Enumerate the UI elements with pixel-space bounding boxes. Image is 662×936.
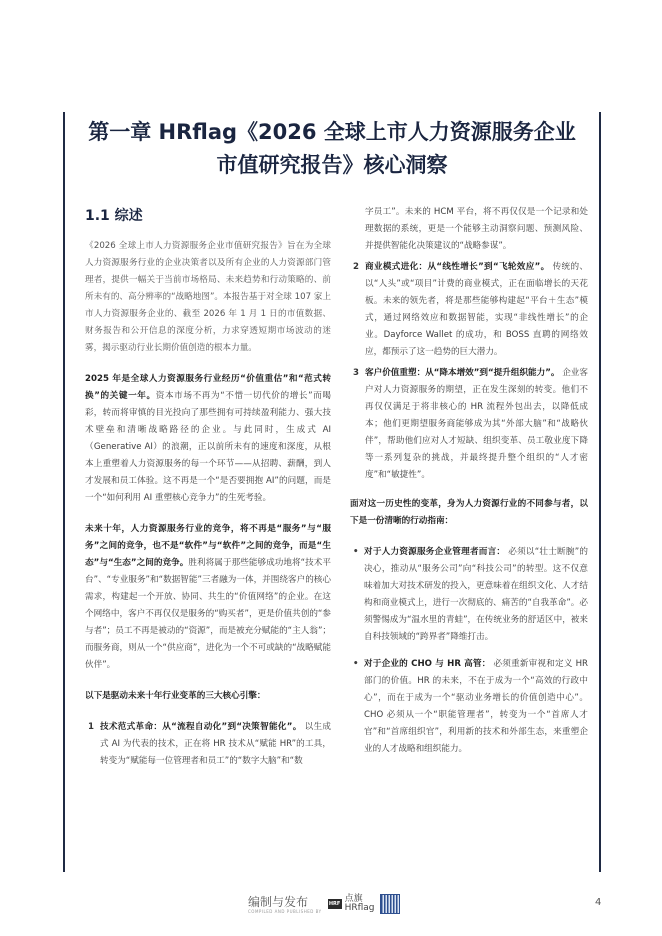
chapter-title-line-1: 第一章 HRflag《2026 全球上市人力资源服务企业: [88, 120, 576, 144]
logo-text-cn: 点旗: [344, 894, 363, 904]
list-item: [350, 259, 588, 361]
logo-text-en: HRflag: [344, 903, 375, 913]
list-item-lead: 技术范式革命：从“流程自动化”到“决策智能化”。: [100, 722, 302, 732]
hrflag-logo: [328, 895, 375, 913]
logo-text: [345, 895, 375, 913]
footer-publisher: [248, 889, 418, 919]
left-column: [85, 238, 331, 782]
list-item: [350, 204, 588, 255]
list-item-number: 1: [88, 722, 94, 732]
list-item: [350, 544, 588, 646]
page-number: 4: [595, 897, 602, 908]
right-border-rule: [599, 112, 601, 872]
paragraph-future: [85, 521, 331, 674]
intro-paragraph: 《2026 全球上市人力资源服务企业市值研究报告》旨在为全球人力资源服务行业的企业决策者以及所有企业的人力资源部门管理者，提供一幅关于当前市场格局、未来趋势和行动策略的、前所未有的、高分辨率的“战略地图”。本报告基于对全球 107 家上市人力资源服务企业的、截至 2026 年 1 月 1 日的市值数据、财务报告和公开信息的深度分析，力求穿透短期市场波动的迷雾，揭示驱动行业长期价值创造的根本力量。: [85, 241, 331, 353]
paragraph-future-body: 胜利将属于那些能够成功地将“技术平台”、“专业服务”和“数据智能”三者融为一体，并围绕客户的核心需求，构建起一个开放、协同、共生的“价值网络”的企业。在这个网络中，客户不再仅仅是服务的“购买者”，更是价值共创的“参与者”；员工不再是被动的“资源”，而是被充分赋能的“主人翁”；而服务商，则从一个“供应商”，进化为一个不可或缺的“战略赋能伙伴”。: [85, 558, 331, 670]
list-item-lead: 对于企业的 CHO 与 HR 高管：: [364, 659, 491, 669]
action-guide-text: 面对这一历史性的变革，身为人力资源行业的不同参与者，以下是一份清晰的行动指南：: [350, 499, 588, 526]
bullet-icon: •: [353, 547, 359, 557]
list-item: [350, 656, 588, 758]
action-guide-list: [350, 544, 588, 758]
paragraph-2025-lead: 2025 年是全球人力资源服务行业经历“价值重估”和“范式转换”的关键一年。: [85, 374, 331, 401]
footer-publisher-label: 编制与发布: [248, 894, 309, 909]
paragraph-future-lead: 未来十年，人力资源服务行业的竞争，将不再是“服务”与“服务”之间的竞争，也不是“软件”与“软件”之间的竞争，而是“生态”与“生态”之间的竞争。: [85, 524, 331, 568]
list-item-lead: 客户价值重塑：从“降本增效”到“提升组织能力”。: [365, 368, 560, 378]
list-item: [85, 719, 331, 770]
list-item-body: 必须重新审视和定义 HR 部门的价值。HR 的未来，不在于成为一个“高效的行政中心”，而在于成为一个“驱动业务增长的价值创造中心”。CHO 必须从一个“职能管理者”，转变为一个“首席人才官”和“首席组织官”，利用新的技术和外部生态，来重塑企业的人才战略和组织能力。: [364, 659, 588, 754]
paragraph-2025: [85, 371, 331, 507]
list-item-number: 2: [353, 262, 359, 272]
right-column: [350, 204, 588, 768]
engines-intro-text: 以下是驱动未来十年行业变革的三大核心引擎：: [85, 691, 266, 701]
bullet-icon: •: [353, 659, 359, 669]
section-heading: 1.1 综述: [85, 208, 143, 224]
qr-code-icon: [380, 894, 400, 914]
engines-intro: [85, 688, 331, 705]
list-item-lead: 对于人力资源服务企业管理者而言：: [364, 547, 506, 557]
list-item-body: 必须以“壮士断腕”的决心，推动从“服务公司”向“科技公司”的转型。这不仅意味着加大对技术研发的投入，更意味着在组织文化、人才结构和商业模式上，进行一次彻底的、痛苦的“自我革命”。必须警惕成为“温水里的青蛙”，在传统业务的舒适区中，被来自科技领域的“跨界者”降维打击。: [364, 547, 588, 642]
list-item-lead: 商业模式进化：从“线性增长”到“飞轮效应”。: [365, 262, 550, 272]
list-item-body: 传统的、以“人头”或“项目”计费的商业模式，正在面临增长的天花板。未来的领先者，将是那些能够构建起“平台＋生态”模式，通过网络效应和数据智能，实现“非线性增长”的企业。Dayforce Wallet 的成功，和 BOSS 直聘的网络效应，都预示了这一趋势的巨大潜力。: [365, 262, 588, 357]
logo-mark-icon: HRF: [328, 901, 341, 907]
footer-publisher-text: [248, 895, 322, 914]
list-item-body: 以生成式 AI 为代表的技术，正在将 HR 技术从“赋能 HR”的工具，转变为“赋能每一位管理者和员工”的“数字大脑”和“数: [100, 722, 331, 766]
list-item-body: 企业客户对人力资源服务的期望，正在发生深刻的转变。他们不再仅仅满足于将非核心的 HR 流程外包出去，以降低成本；他们更期望服务商能够成为其“外部大脑”和“战略伙伴”，帮助他们应对人才短缺、组织变革、员工敬业度下降等一系列复杂的挑战，并最终提升整个组织的“人才密度”和“敏捷性”。: [365, 368, 588, 480]
engines-list-continued: [350, 204, 588, 484]
list-item: [350, 365, 588, 484]
list-item-continuation: 字员工”。未来的 HCM 平台，将不再仅仅是一个记录和处理数据的系统，更是一个能够主动洞察问题、预测风险、并提供智能化决策建议的“战略参谋”。: [365, 207, 588, 251]
list-item-number: 3: [353, 368, 359, 378]
footer-publisher-label-en: COMPILED AND PUBLISHED BY: [248, 908, 322, 914]
chapter-title: [72, 116, 592, 182]
engines-list: [85, 719, 331, 770]
paragraph-2025-body: 资本市场不再为“不惜一切代价的增长”而喝彩，转而将审慎的目光投向了那些拥有可持续盈利能力、强大技术壁垒和清晰战略路径的企业。与此同时，生成式 AI（Generative AI）的浪潮，正以前所未有的速度和深度，从根本上重塑着人力资源服务的每一个环节——从招聘、薪酬，到人才发展和员工体验。这不再是一个“是否要拥抱 AI”的问题，而是一个“如何利用 AI 重塑核心竞争力”的生死考验。: [85, 391, 332, 503]
left-border-rule: [63, 112, 65, 872]
chapter-title-line-2: 市值研究报告》核心洞察: [216, 153, 448, 177]
action-guide-intro: [350, 496, 588, 530]
